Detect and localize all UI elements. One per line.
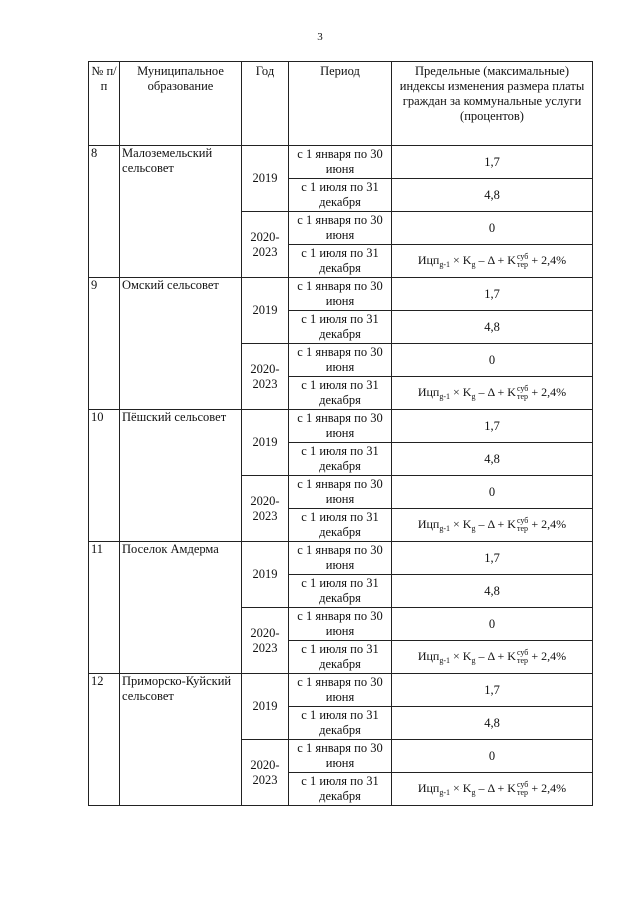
row-number: 12 [89,674,120,806]
table-header-row [89,62,593,146]
header-index: Предельные (максимальные) индексы изменения размера платы граждан за коммунальные услуги (процентов) [392,62,593,146]
period-cell: с 1 июля по 31 декабря [289,245,392,278]
index-formula-cell [392,773,593,806]
table-row [89,674,593,707]
index-value: 0 [392,476,593,509]
period-cell: с 1 января по 30 июня [289,212,392,245]
period-cell: с 1 июля по 31 декабря [289,773,392,806]
municipality-name: Пёшский сельсовет [120,410,242,542]
index-value: 4,8 [392,707,593,740]
index-formula: $Ицп_{g-1} \times K_g - \Delta + K$ суб тер + 2,4% [417,516,567,534]
row-number: 8 [89,146,120,278]
table-body [89,146,593,806]
row-number: 11 [89,542,120,674]
year-cell: 2020-2023 [242,476,289,542]
period-cell: с 1 января по 30 июня [289,674,392,707]
period-cell: с 1 января по 30 июня [289,476,392,509]
year-cell: 2019 [242,146,289,212]
municipality-name: Малоземельский сельсовет [120,146,242,278]
page-number: 3 [317,31,323,43]
index-value: 1,7 [392,674,593,707]
table-row [89,542,593,575]
index-value: 4,8 [392,443,593,476]
row-number: 10 [89,410,120,542]
index-formula: $Ицп_{g-1} \times K_g - \Delta + K$ суб тер + 2,4% [417,252,567,270]
municipality-name: Приморско-Куйский сельсовет [120,674,242,806]
period-cell: с 1 января по 30 июня [289,344,392,377]
index-value: 4,8 [392,311,593,344]
index-value: 4,8 [392,179,593,212]
year-cell: 2020-2023 [242,740,289,806]
table-row [89,278,593,311]
index-formula: $Ицп_{g-1} \times K_g - \Delta + K$ суб тер + 2,4% [417,384,567,402]
period-cell: с 1 июля по 31 декабря [289,443,392,476]
table-row [89,410,593,443]
period-cell: с 1 июля по 31 декабря [289,641,392,674]
year-cell: 2019 [242,410,289,476]
index-value: 1,7 [392,278,593,311]
period-cell: с 1 января по 30 июня [289,542,392,575]
year-cell: 2019 [242,674,289,740]
period-cell: с 1 января по 30 июня [289,740,392,773]
period-cell: с 1 июля по 31 декабря [289,707,392,740]
period-cell: с 1 июля по 31 декабря [289,311,392,344]
index-value: 1,7 [392,410,593,443]
header-period: Период [289,62,392,146]
period-cell: с 1 июля по 31 декабря [289,377,392,410]
municipality-name: Омский сельсовет [120,278,242,410]
header-num: № п/п [89,62,120,146]
table-row [89,146,593,179]
index-formula: $Ицп_{g-1} \times K_g - \Delta + K$ суб тер + 2,4% [417,780,567,798]
year-cell: 2020-2023 [242,608,289,674]
index-formula-cell [392,641,593,674]
year-cell: 2019 [242,542,289,608]
index-formula-cell [392,245,593,278]
period-cell: с 1 июля по 31 декабря [289,575,392,608]
year-cell: 2020-2023 [242,212,289,278]
index-value: 0 [392,344,593,377]
year-cell: 2020-2023 [242,344,289,410]
header-year: Год [242,62,289,146]
municipality-name: Поселок Амдерма [120,542,242,674]
period-cell: с 1 января по 30 июня [289,608,392,641]
header-municipality: Муниципальное образование [120,62,242,146]
period-cell: с 1 января по 30 июня [289,146,392,179]
index-formula: $Ицп_{g-1} \times K_g - \Delta + K$ суб тер + 2,4% [417,648,567,666]
period-cell: с 1 июля по 31 декабря [289,179,392,212]
index-value: 1,7 [392,542,593,575]
tariff-index-table [88,61,593,806]
index-value: 1,7 [392,146,593,179]
row-number: 9 [89,278,120,410]
period-cell: с 1 января по 30 июня [289,410,392,443]
index-value: 0 [392,608,593,641]
period-cell: с 1 января по 30 июня [289,278,392,311]
index-value: 0 [392,212,593,245]
index-value: 4,8 [392,575,593,608]
year-cell: 2019 [242,278,289,344]
index-formula-cell [392,509,593,542]
period-cell: с 1 июля по 31 декабря [289,509,392,542]
index-value: 0 [392,740,593,773]
index-formula-cell [392,377,593,410]
